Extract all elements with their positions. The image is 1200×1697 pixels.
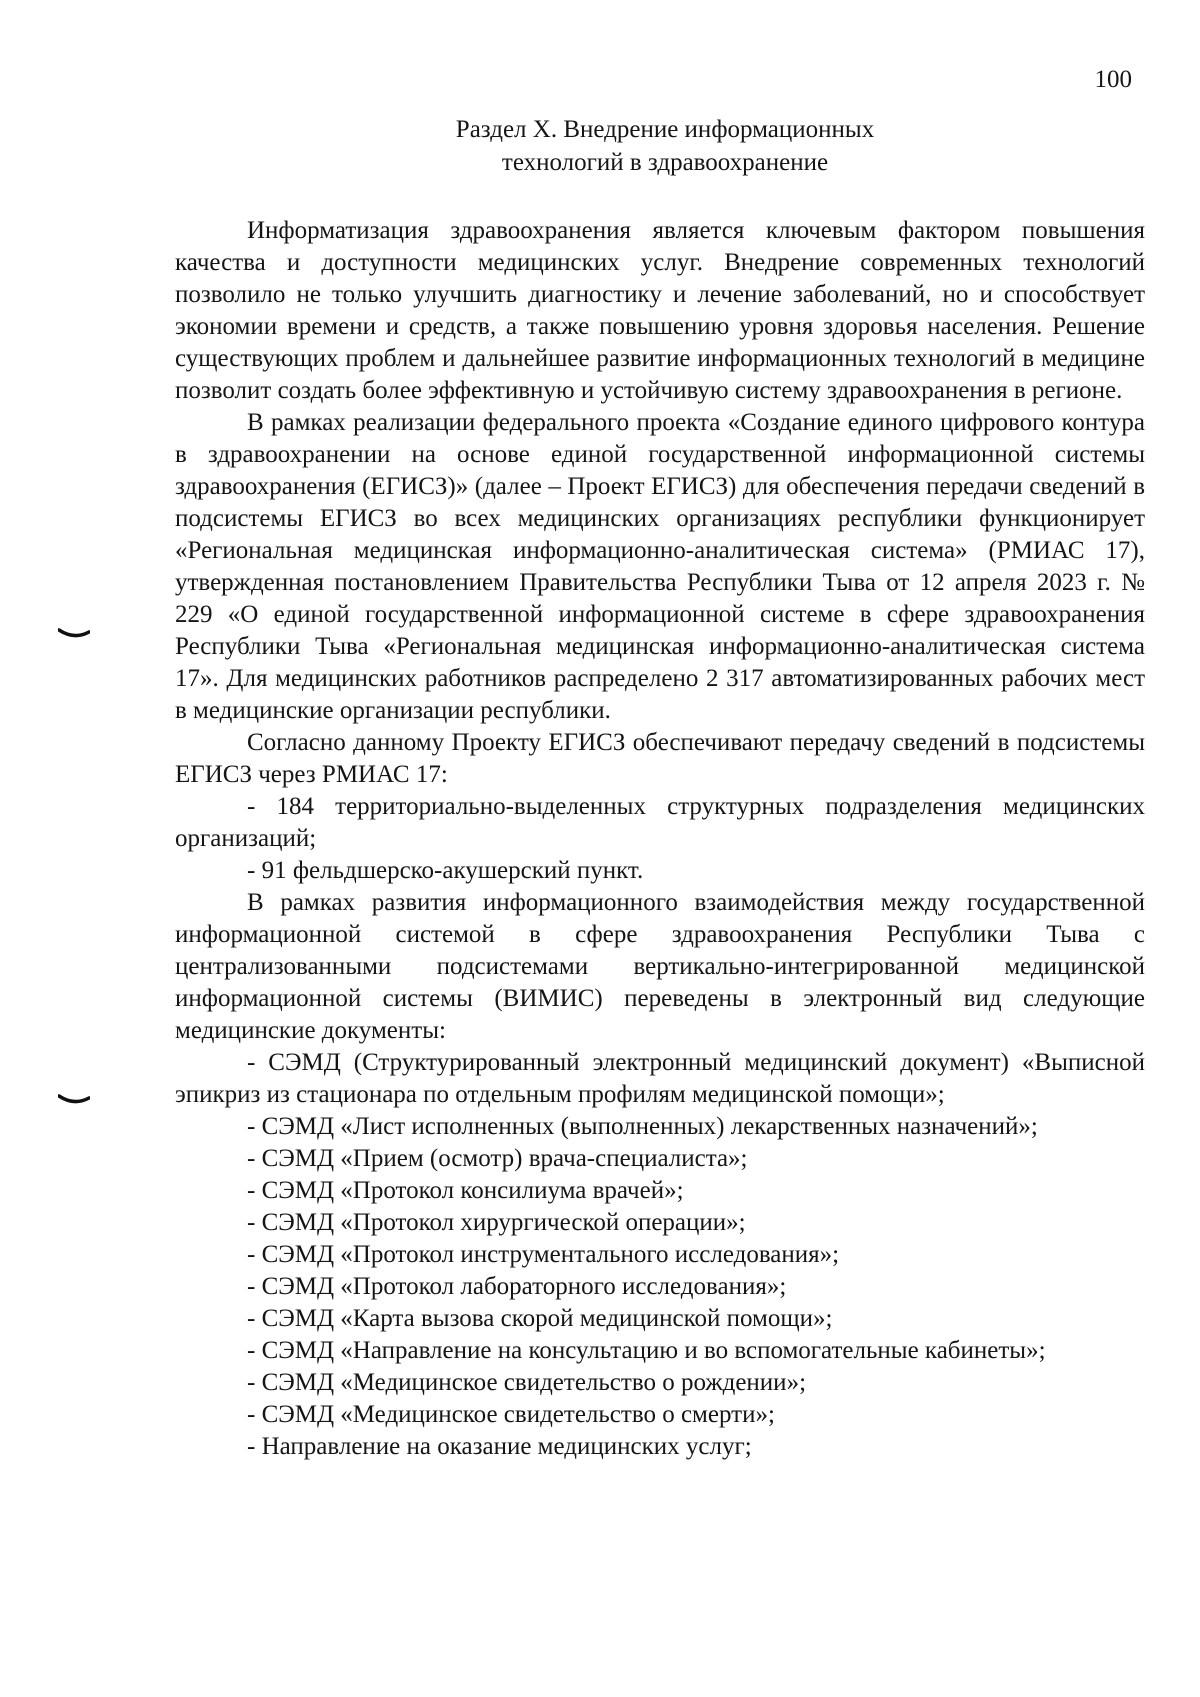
organizations-list <box>175 791 1145 887</box>
list-item: - СЭМД (Структурированный электронный медицинский документ) «Выписной эпикриз из стационара по отдельным профилям медицинской помощи»; <box>175 1049 1145 1108</box>
page-number: 100 <box>1094 66 1132 93</box>
list-item: - 91 фельдшерско-акушерский пункт. <box>247 857 644 884</box>
list-item: - Направление на оказание медицинских услуг; <box>247 1433 752 1460</box>
paragraph-egisz-project: В рамках реализации федерального проекта «Создание единого цифрового контура в здравоохранении на основе единой государственной информационной системы здравоохранения (ЕГИСЗ)» (далее – Проект ЕГИСЗ) для обеспечения передачи сведений в подсистемы ЕГИСЗ во всех медицинских организациях республики функционирует «Региональная медицинская информационно-аналитическая система» (РМИАС 17), утвержденная постановлением Правительства Республики Тыва от 12 апреля 2023 г. № 229 «О единой государственной информационной системе в сфере здравоохранения Республики Тыва «Региональная медицинская информационно-аналитическая система 17». Для медицинских работников распределено 2 317 автоматизированных рабочих мест в медицинские организации республики. <box>175 409 1145 724</box>
list-item: - СЭМД «Протокол инструментального исследования»; <box>247 1241 840 1268</box>
list-item: - СЭМД «Протокол хирургической операции»; <box>247 1209 746 1236</box>
list-item: - СЭМД «Лист исполненных (выполненных) лекарственных назначений»; <box>247 1113 1038 1140</box>
paragraph-vimis: В рамках развития информационного взаимодействия между государственной информационной системой в сфере здравоохранения Республики Тыва с централизованными подсистемами вертикально-интегрированной медицинской информационной системы (ВИМИС) переведены в электронный вид следующие медицинские документы: <box>175 889 1145 1044</box>
documents-list <box>175 1047 1145 1463</box>
paragraph-intro: Информатизация здравоохранения является ключевым фактором повышения качества и доступности медицинских услуг. Внедрение современных технологий позволило не только улучшить диагностику и лечение заболеваний, но и способствует экономии времени и средств, а также повышению уровня здоровья населения. Решение существующих проблем и дальнейшее развитие информационных технологий в медицине позволит создать более эффективную и устойчивую систему здравоохранения в регионе. <box>175 217 1145 404</box>
paragraph-egisz-transfer: Согласно данному Проекту ЕГИСЗ обеспечивают передачу сведений в подсистемы ЕГИСЗ через РМИАС 17: <box>175 729 1145 788</box>
margin-binding-mark <box>58 1094 90 1106</box>
list-item: - СЭМД «Прием (осмотр) врача-специалиста»; <box>247 1145 748 1172</box>
list-item: - СЭМД «Карта вызова скорой медицинской помощи»; <box>247 1305 833 1332</box>
list-item: - СЭМД «Медицинское свидетельство о смерти»; <box>247 1401 775 1428</box>
list-item: - 184 территориально-выделенных структурных подразделения медицинских организаций; <box>175 793 1145 852</box>
section-title-line-2: технологий в здравоохранение <box>501 149 829 176</box>
section-title <box>175 113 1155 179</box>
list-item: - СЭМД «Протокол консилиума врачей»; <box>247 1177 684 1204</box>
list-item: - СЭМД «Направление на консультацию и во вспомогательные кабинеты»; <box>247 1337 1046 1364</box>
margin-binding-mark <box>58 628 90 640</box>
list-item: - СЭМД «Протокол лабораторного исследования»; <box>247 1273 787 1300</box>
list-item: - СЭМД «Медицинское свидетельство о рождении»; <box>247 1369 807 1396</box>
document-body <box>175 215 1145 1463</box>
section-title-line-1: Раздел X. Внедрение информационных <box>455 116 875 143</box>
